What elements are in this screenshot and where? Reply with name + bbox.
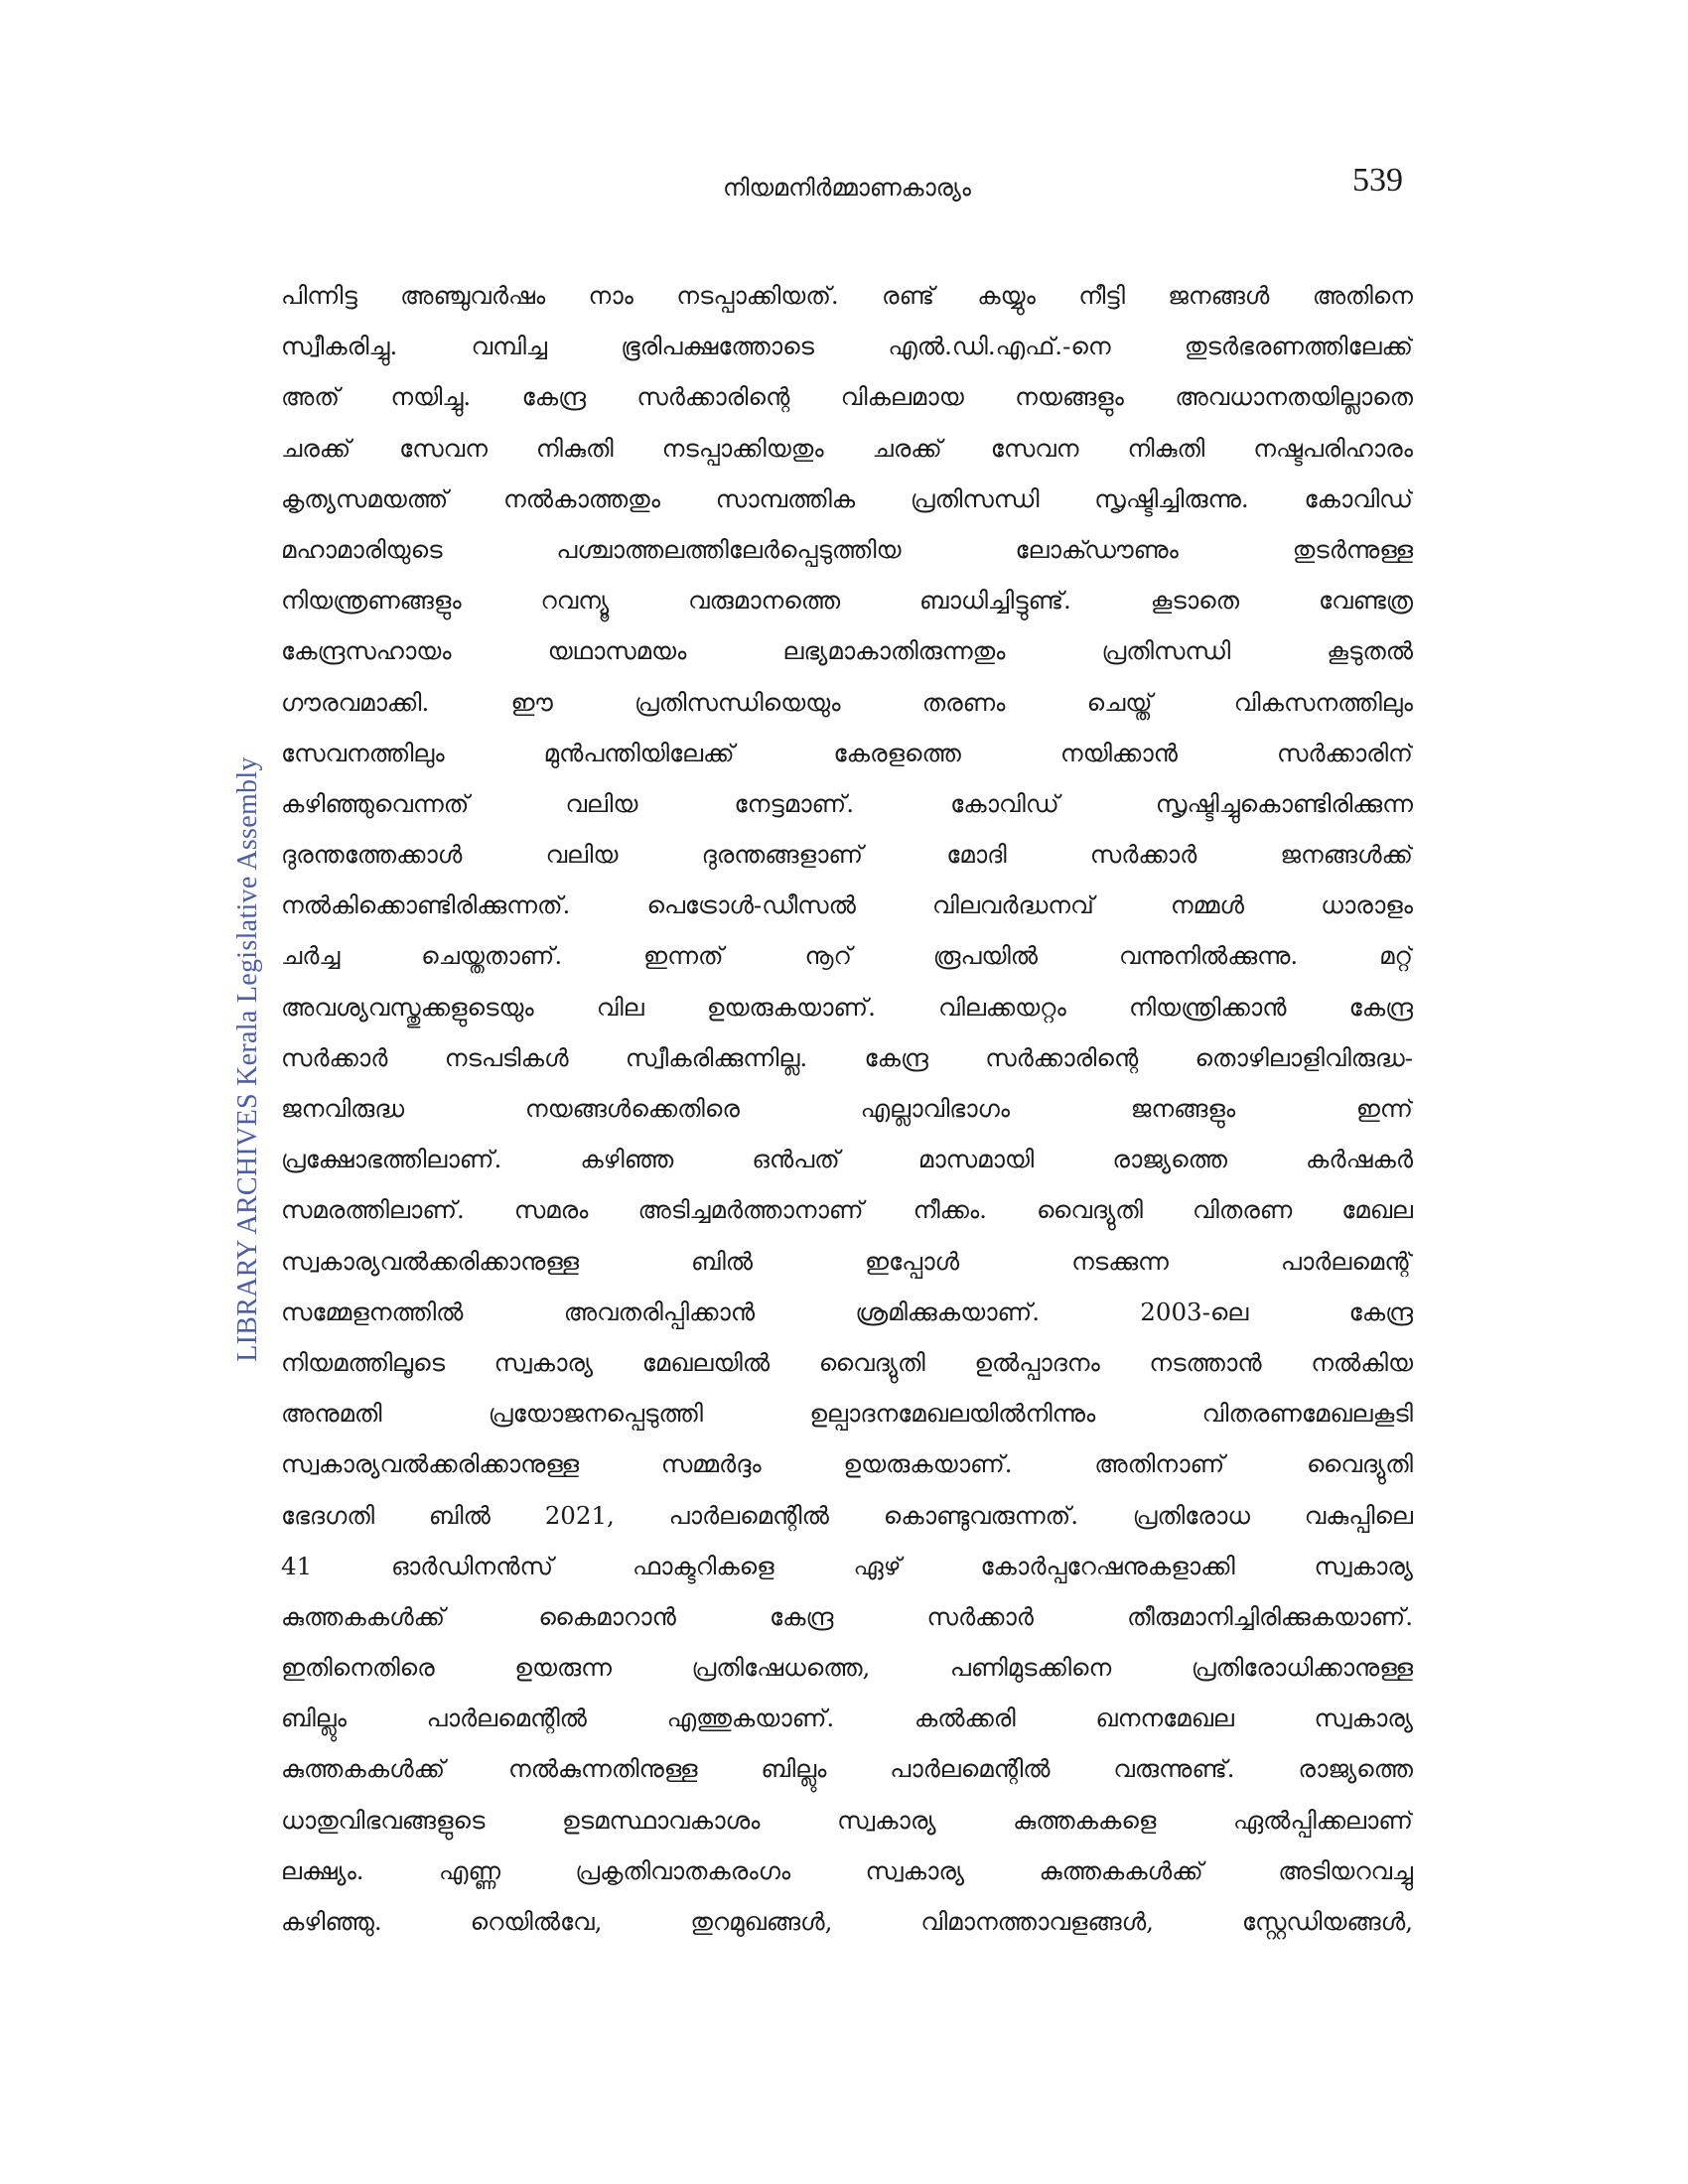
body-line: ചർച്ച ചെയ്തതാണ്. ഇന്നത് നൂറ് രൂപയിൽ വന്നുനിൽക്കുന്നു. മറ്റ് — [281, 941, 1413, 971]
body-line: പ്രക്ഷോഭത്തിലാണ്. കഴിഞ്ഞ ഒൻപത് മാസമായി രാജ്യത്തെ കർഷകർ — [281, 1145, 1413, 1174]
page-header — [281, 162, 1413, 211]
body-line: കൃത്യസമയത്ത് നൽകാത്തതും സാമ്പത്തിക പ്രതിസന്ധി സൃഷ്ടിച്ചിരുന്നു. കോവിഡ് — [281, 483, 1413, 513]
side-stamp-text: LIBRARY ARCHIVES Kerala Legislative Assembly — [232, 756, 263, 1362]
body-line: നിയന്ത്രണങ്ങളും റവന്യൂ വരുമാനത്തെ ബാധിച്ചിട്ടുണ്ട്. കൂടാതെ വേണ്ടത്ര — [281, 586, 1413, 615]
body-line: അത് നയിച്ചു. കേന്ദ്ര സർക്കാരിന്റെ വികലമായ നയങ്ങളും അവധാനതയില്ലാതെ — [281, 382, 1413, 412]
running-head: നിയമനിർമ്മാണകാര്യം — [723, 174, 971, 202]
body-line: ഭേദഗതി ബിൽ 2021, പാർലമെന്റിൽ കൊണ്ടുവരുന്നത്. പ്രതിരോധ വകുപ്പിലെ — [281, 1500, 1413, 1530]
body-line: പിന്നിട്ട അഞ്ചുവർഷം നാം നടപ്പാക്കിയത്. രണ്ട് കയ്യും നീട്ടി ജനങ്ങൾ അതിനെ — [281, 281, 1413, 310]
body-line: അവശ്യവസ്തുക്കളുടെയും വില ഉയരുകയാണ്. വിലക്കയറ്റം നിയന്ത്രിക്കാൻ കേന്ദ്ര — [281, 992, 1413, 1022]
body-line: നൽകിക്കൊണ്ടിരിക്കുന്നത്. പെട്രോൾ-ഡീസൽ വിലവർദ്ധനവ് നമ്മൾ ധാരാളം — [281, 890, 1413, 920]
body-line: സമരത്തിലാണ്. സമരം അടിച്ചമർത്താനാണ് നീക്കം. വൈദ്യുതി വിതരണ മേഖല — [281, 1195, 1413, 1225]
page-number: 539 — [1352, 162, 1403, 199]
body-line: ഇതിനെതിരെ ഉയരുന്ന പ്രതിഷേധത്തെ, പണിമുടക്കിനെ പ്രതിരോധിക്കാനുള്ള — [281, 1653, 1413, 1683]
body-line: മഹാമാരിയുടെ പശ്ചാത്തലത്തിലേർപ്പെടുത്തിയ ലോക്ഡൗണും തുടർന്നുള്ള — [281, 534, 1413, 564]
body-line: നിയമത്തിലൂടെ സ്വകാര്യ മേഖലയിൽ വൈദ്യുതി ഉൽപ്പാദനം നടത്താൻ നൽകിയ — [281, 1347, 1413, 1377]
body-line: ലക്ഷ്യം. എണ്ണ പ്രകൃതിവാതകരംഗം സ്വകാര്യ കുത്തകകൾക്ക് അടിയറവച്ചു — [281, 1855, 1413, 1885]
body-line: സേവനത്തിലും മുൻപന്തിയിലേക്ക് കേരളത്തെ നയിക്കാൻ സർക്കാരിന് — [281, 738, 1413, 767]
body-line: കേന്ദ്രസഹായം യഥാസമയം ലഭ്യമാകാതിരുന്നതും പ്രതിസന്ധി കൂടുതൽ — [281, 636, 1413, 666]
body-text — [281, 270, 1413, 1947]
body-line: കുത്തകകൾക്ക് കൈമാറാൻ കേന്ദ്ര സർക്കാർ തീരുമാനിച്ചിരിക്കുകയാണ്. — [281, 1601, 1413, 1631]
body-line: ധാതുവിഭവങ്ങളുടെ ഉടമസ്ഥാവകാശം സ്വകാര്യ കുത്തകകളെ ഏൽപ്പിക്കലാണ് — [281, 1805, 1413, 1835]
body-line: കഴിഞ്ഞു. റെയിൽവേ, തുറമുഖങ്ങൾ, വിമാനത്താവളങ്ങൾ, സ്റ്റേഡിയങ്ങൾ, — [281, 1907, 1413, 1936]
body-line: കഴിഞ്ഞുവെന്നത് വലിയ നേട്ടമാണ്. കോവിഡ് സൃഷ്ടിച്ചുകൊണ്ടിരിക്കുന്ന — [281, 788, 1413, 818]
body-line: സ്വകാര്യവൽക്കരിക്കാനുള്ള സമ്മർദ്ദം ഉയരുകയാണ്. അതിനാണ് വൈദ്യുതി — [281, 1449, 1413, 1479]
body-line: ബില്ലും പാർലമെന്റിൽ എത്തുകയാണ്. കൽക്കരി ഖനനമേഖല സ്വകാര്യ — [281, 1704, 1413, 1733]
body-line: സമ്മേളനത്തിൽ അവതരിപ്പിക്കാൻ ശ്രമിക്കുകയാണ്. 2003-ലെ കേന്ദ്ര — [281, 1297, 1413, 1326]
body-line: കുത്തകകൾക്ക് നൽകുന്നതിനുള്ള ബില്ലും പാർലമെന്റിൽ വരുന്നുണ്ട്. രാജ്യത്തെ — [281, 1754, 1413, 1784]
body-line: സ്വീകരിച്ചു. വമ്പിച്ച ഭൂരിപക്ഷത്തോടെ എൽ.ഡി.എഫ്.-നെ തുടർഭരണത്തിലേക്ക് — [281, 332, 1413, 361]
body-line: 41 ഓർഡിനൻസ് ഫാക്ടറികളെ ഏഴ് കോർപ്പറേഷനുകളാക്കി സ്വകാര്യ — [281, 1551, 1413, 1580]
body-line: ചരക്ക് സേവന നികുതി നടപ്പാക്കിയതും ചരക്ക് സേവന നികുതി നഷ്ടപരിഹാരം — [281, 433, 1413, 463]
body-line: ജനവിരുദ്ധ നയങ്ങൾക്കെതിരെ എല്ലാവിഭാഗം ജനങ്ങളും ഇന്ന് — [281, 1094, 1413, 1123]
body-line: ദുരന്തത്തേക്കാൾ വലിയ ദുരന്തങ്ങളാണ് മോദി സർക്കാർ ജനങ്ങൾക്ക് — [281, 840, 1413, 870]
body-line: അനുമതി പ്രയോജനപ്പെടുത്തി ഉല്പാദനമേഖലയിൽനിന്നും വിതരണമേഖലകൂടി — [281, 1399, 1413, 1429]
body-line: സർക്കാർ നടപടികൾ സ്വീകരിക്കുന്നില്ല. കേന്ദ്ര സർക്കാരിന്റെ തൊഴിലാളിവിരുദ്ധ- — [281, 1042, 1413, 1072]
body-line: സ്വകാര്യവൽക്കരിക്കാനുള്ള ബിൽ ഇപ്പോൾ നടക്കുന്ന പാർലമെന്റ് — [281, 1246, 1413, 1276]
body-line: ഗൗരവമാക്കി. ഈ പ്രതിസന്ധിയെയും തരണം ചെയ്ത് വികസനത്തിലും — [281, 687, 1413, 717]
